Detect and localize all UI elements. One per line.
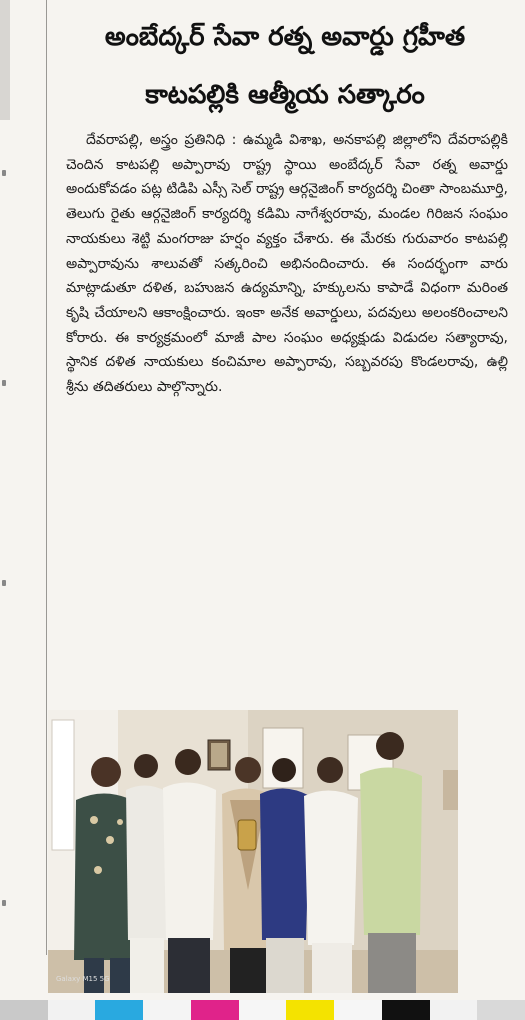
- registration-swatch: [430, 1000, 478, 1020]
- adjacent-column-mark: [2, 170, 6, 176]
- registration-swatch: [382, 1000, 430, 1020]
- registration-swatch: [143, 1000, 191, 1020]
- news-photo: [48, 710, 458, 993]
- print-registration-bar: [0, 1000, 525, 1020]
- adjacent-column-mark: [2, 380, 6, 386]
- registration-swatch: [286, 1000, 334, 1020]
- adjacent-column-mark: [2, 580, 6, 586]
- registration-swatch: [239, 1000, 287, 1020]
- adjacent-column-edge: [0, 0, 10, 120]
- registration-swatch: [95, 1000, 143, 1020]
- registration-swatch: [0, 1000, 48, 1020]
- camera-watermark: Galaxy M15 5G: [56, 975, 110, 983]
- headline-line-1: అంబేద్కర్ సేవా రత్న అవార్డు గ్రహీత: [104, 22, 466, 52]
- article-body: దేవరాపల్లి, అస్త్రం ప్రతినిధి : ఉమ్మడి విశాఖ, అనకాపల్లి జిల్లాలోని దేవరాపల్లికి చెందిన కాటపల్లి అప్పారావు రాష్ట్ర స్థాయి అంబేద్కర్ సేవా రత్న అవార్డు అందుకోవడం పట్ల టిడిపి ఎస్సీ సెల్ రాష్ట్ర ఆర్గనైజింగ్ కార్యదర్శి చింతా సాంబమూర్తి, తెలుగు రైతు ఆర్గనైజింగ్ కార్యదర్శి కడిమి నాగేశ్వరరావు, మండల గిరిజన సంఘం నాయకులు శెట్టి మంగరాజు హర్షం వ్యక్తం చేశారు. ఈ మేరకు గురువారం కాటపల్లి అప్పారావును శాలువతో సత్కరించి అభినందించారు. ఈ సందర్భంగా వారు మాట్లాడుతూ దళిత, బహుజన ఉద్యమాన్ని, హక్కులను కాపాడే విధంగా మరింత కృషి చేయాలని ఆకాంక్షించారు. ఇంకా అనేక అవార్డులు, పదవులు అలంకరించాలని కోరారు. ఈ కార్యక్రమంలో మాజీ పాల సంఘం అధ్యక్షుడు విడుదల సత్యారావు, స్థానిక దళిత నాయకులు కంచిమాల అప్పారావు, సబ్బవరపు కొండలరావు, ఉల్లి శ్రీను తదితరులు పాల్గొన్నారు.: [66, 132, 508, 396]
- adjacent-column-mark: [2, 900, 6, 906]
- registration-swatch: [477, 1000, 525, 1020]
- headline-line-2: కాటపల్లికి ఆత్మీయ సత్కారం: [145, 80, 425, 110]
- registration-swatch: [48, 1000, 96, 1020]
- registration-swatch: [334, 1000, 382, 1020]
- column-rule: [46, 0, 47, 955]
- group-photo-illustration: [48, 710, 458, 993]
- registration-swatch: [191, 1000, 239, 1020]
